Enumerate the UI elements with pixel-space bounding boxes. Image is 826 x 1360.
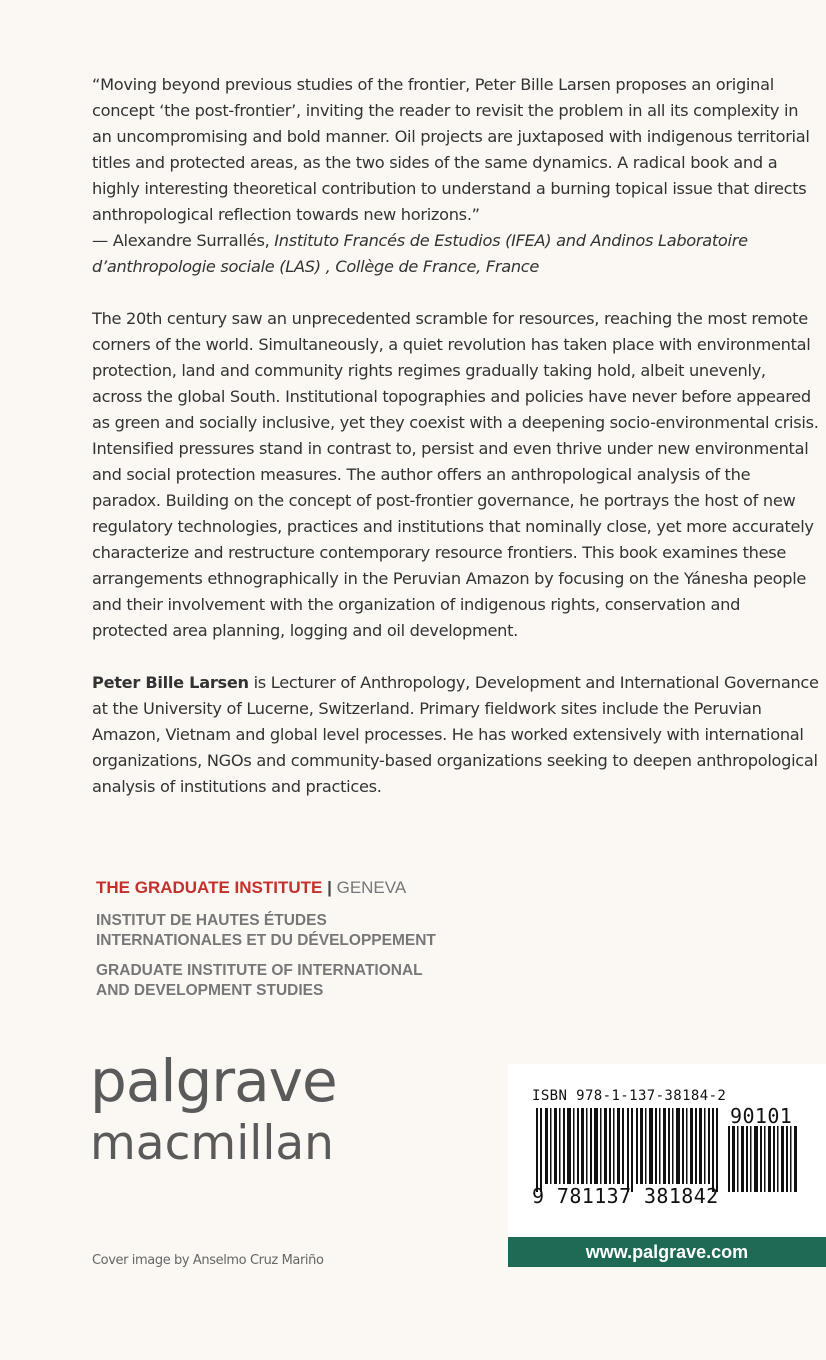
cover-image-credit: Cover image by Anselmo Cruz Mariño [92, 1253, 324, 1268]
institute-french-line-2: INTERNATIONALES ET DU DÉVELOPPEMENT [96, 932, 436, 949]
barcode-digits: 9 781137 381842 [532, 1184, 719, 1208]
institute-french-line-1: INSTITUT DE HAUTES ÉTUDES [96, 912, 327, 929]
isbn-label: ISBN 978-1-137-38184-2 [532, 1088, 727, 1104]
isbn-barcode [508, 1064, 826, 1237]
author-name: Peter Bille Larsen [92, 673, 249, 692]
institute-separator: | [327, 878, 332, 897]
institute-english-line-1: GRADUATE INSTITUTE OF INTERNATIONAL [96, 962, 423, 979]
endorsement-quote: “Moving beyond previous studies of the frontier, Peter Bille Larsen proposes an original concept ‘the post-frontier’, inviting the reader to revisit the problem in all its complexity in an uncompromising and bold manner. Oil projects are juxtaposed with indigenous territorial titles and protected areas, as the two sides of the same dynamics. A radical book and a highly interesting theoretical contribution to understand a burning topical issue that directs anthropological reflection towards new horizons.” [92, 75, 810, 224]
institute-french-name [96, 911, 436, 951]
publisher-line-1: palgrave [90, 1047, 337, 1115]
book-description: The 20th century saw an unprecedented scramble for resources, reaching the most remote corners of the world. Simultaneously, a quiet revolution has taken place with environmental protection, land and community rights regimes gradually taking hold, albeit unevenly, across the global South. Institutional topographies and policies have never before appeared as green and socially inclusive, yet they coexist with a deepening socio-environmental crisis. Intensified pressures stand in contrast to, persist and even thrive under new environmental and social protection measures. The author offers an anthropological analysis of the paradox. Building on the concept of post-frontier governance, he portrays the host of new regulatory technologies, practices and institutions that nominally close, yet more accurately characterize and restructure contemporary resource frontiers. This book examines these arrangements ethnographically in the Peruvian Amazon by focusing on the Yánesha people and their involvement with the organization of indigenous rights, conservation and protected area planning, logging and oil development. [92, 309, 819, 640]
back-cover-text [92, 72, 820, 800]
graduate-institute-logo [96, 877, 436, 1001]
institute-english-line-2: AND DEVELOPMENT STUDIES [96, 982, 324, 999]
institute-city: GENEVA [336, 878, 407, 897]
attribution-affiliation: Instituto Francés de Estudios (IFEA) and Andinos Laboratoire d’anthropologie sociale (LAS) , Collège de France, France [92, 231, 748, 276]
attribution-name: — Alexandre Surrallés, [92, 231, 275, 250]
author-bio-text: is Lecturer of Anthropology, Development and International Governance at the University of Lucerne, Switzerland. Primary fieldwork sites include the Peruvian Amazon, Vietnam and global level processes. He has worked extensively with international organizations, NGOs and community-based organizations seeking to deepen anthropological analysis of institutions and practices. [92, 673, 819, 796]
palgrave-macmillan-logo [90, 1046, 337, 1172]
publisher-line-2: macmillan [90, 1116, 334, 1171]
institute-english-name [96, 961, 436, 1001]
institute-name: THE GRADUATE INSTITUTE [96, 878, 323, 897]
barcode-addon-digits: 90101 [730, 1104, 793, 1128]
publisher-website[interactable]: www.palgrave.com [508, 1237, 826, 1267]
endorsement-attribution [92, 228, 820, 280]
author-bio [92, 670, 820, 800]
